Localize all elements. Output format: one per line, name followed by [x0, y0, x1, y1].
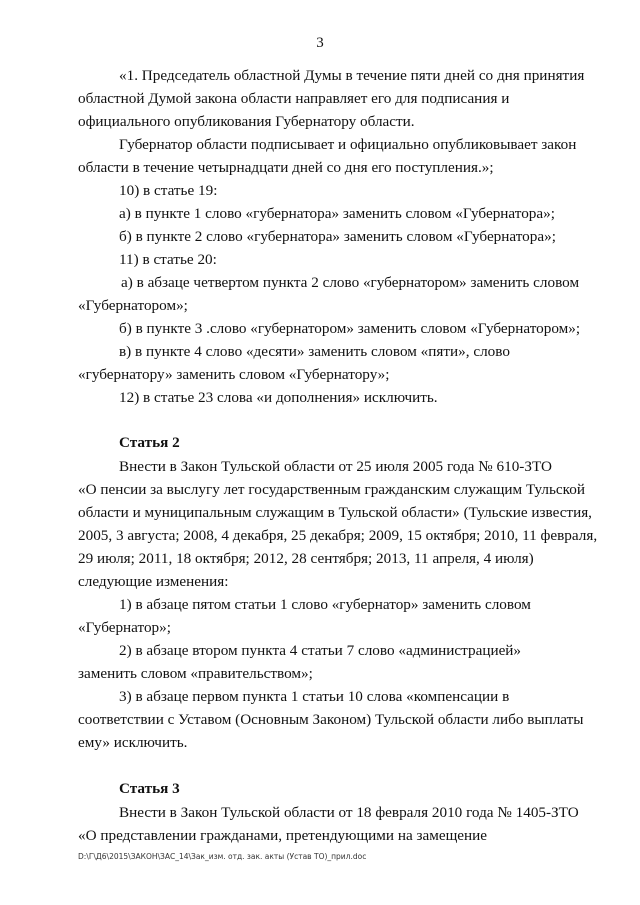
text-line: а) в абзаце четвертом пункта 2 слово «губернатором» заменить словом — [121, 274, 580, 291]
text-line: 11) в статье 20: — [119, 251, 217, 268]
text-line: 1) в абзаце пятом статьи 1 слово «губернатор» заменить словом — [119, 596, 531, 613]
text-line: заменить словом «правительством»; — [78, 665, 313, 682]
text-line: 2) в абзаце втором пункта 4 статьи 7 слово «администрацией» — [119, 642, 522, 659]
text-line: 12) в статье 23 слова «и дополнения» исключить. — [119, 389, 438, 406]
text-line: «О представлении гражданами, претендующими на замещение — [78, 827, 488, 844]
text-line: 29 июля; 2011, 18 октября; 2012, 28 сентября; 2013, 11 апреля, 4 июля) — [78, 550, 534, 567]
text-line: «Губернатором»; — [78, 297, 188, 314]
text-line: области в течение четырнадцати дней со дня его поступления.»; — [78, 159, 494, 176]
text-line: Губернатор области подписывает и официально опубликовывает закон — [119, 136, 577, 153]
text-line: «1. Председатель областной Думы в течение пяти дней со дня принятия — [119, 67, 585, 84]
article-heading: Статья 2 — [119, 434, 180, 451]
text-line: Внести в Закон Тульской области от 18 февраля 2010 года № 1405-ЗТО — [119, 804, 579, 821]
text-line: 10) в статье 19: — [119, 182, 218, 199]
text-line: официального опубликования Губернатору области. — [78, 113, 415, 130]
text-line: в) в пункте 4 слово «десяти» заменить словом «пяти», слово — [119, 343, 510, 360]
article-heading: Статья 3 — [119, 780, 180, 797]
text-line: соответствии с Уставом (Основным Законом) Тульской области либо выплаты — [78, 711, 584, 728]
text-line: «О пенсии за выслугу лет государственным гражданским служащим Тульской — [78, 481, 585, 498]
text-line: Внести в Закон Тульской области от 25 июля 2005 года № 610-ЗТО — [119, 458, 552, 475]
text-line: б) в пункте 2 слово «губернатора» заменить словом «Губернатора»; — [119, 228, 556, 245]
text-line: области и муниципальным служащим в Тульской области» (Тульские известия, — [78, 504, 592, 521]
text-line: областной Думой закона области направляет его для подписания и — [78, 90, 510, 107]
text-line: а) в пункте 1 слово «губернатора» заменить словом «Губернатора»; — [119, 205, 555, 222]
page-number: 3 — [316, 35, 324, 51]
text-line: следующие изменения: — [78, 573, 229, 590]
file-path-footer: D:\Г\Д6\2015\ЗАКОН\ЗАС_14\Зак_изм. отд. зак. акты (Устав ТО)_прил.doc — [78, 852, 367, 861]
text-line: 2005, 3 августа; 2008, 4 декабря, 25 декабря; 2009, 15 октября; 2010, 11 февраля, — [78, 527, 598, 544]
text-line: «губернатору» заменить словом «Губернатору»; — [78, 366, 390, 383]
text-line: ему» исключить. — [78, 734, 188, 751]
text-line: б) в пункте 3 .слово «губернатором» заменить словом «Губернатором»; — [119, 320, 581, 337]
text-line: «Губернатор»; — [78, 619, 171, 636]
text-line: 3) в абзаце первом пункта 1 статьи 10 слова «компенсации в — [119, 688, 510, 705]
